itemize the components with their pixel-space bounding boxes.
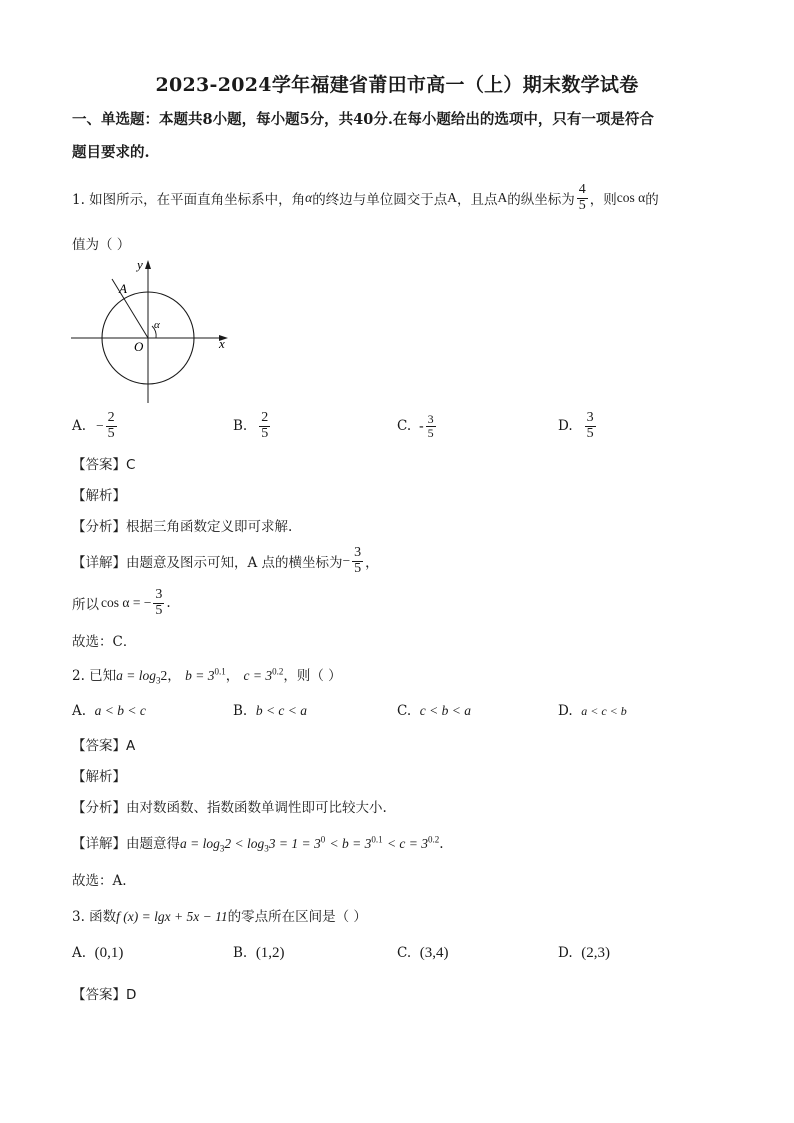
section-heading-line1: 一、单选题：本题共8小题，每小题5分，共40分.在每小题给出的选项中，只有一项是符合 — [72, 111, 654, 128]
q2-option-c: C. c < b < a — [397, 703, 471, 719]
q1-stem-text-5: ，则 — [589, 192, 617, 208]
q1-fraction-4-5: $\frac{4}{5}$ — [578, 181, 586, 213]
q3-answer: 【答案】D — [72, 987, 137, 1003]
section-heading-line2: 题目要求的. — [72, 144, 150, 161]
q1-stem-text-3: ，且点 — [457, 192, 498, 208]
q3-stem: 3. 函数f (x) = lgx + 5x − 11的零点所在区间是（ ） — [72, 909, 367, 925]
q1-option-a: A. − $\frac{2}{5}$ — [72, 409, 115, 441]
q2-analysis: 【分析】由对数函数、指数函数单调性即可比较大小. — [72, 800, 387, 816]
q1-stem-text-2: 的终边与单位圆交于点 — [312, 192, 448, 208]
point-a-label: A — [119, 281, 127, 296]
origin-label: O — [134, 339, 144, 354]
q1-detail: 【详解】由题意及图示可知，A 点的横坐标为 − $\frac{3}{5}$ ， — [72, 544, 379, 576]
q2-answer: 【答案】A — [72, 738, 136, 754]
q1-point-a: A — [447, 190, 458, 205]
q1-option-b: B. $\frac{2}{5}$ — [233, 409, 269, 441]
q2-detail: 【详解】由题意得$a = \log_32 < \log_33 = 1 = 3^0 < b = 3^{0.1} < c = 3^{0.2}$. — [72, 834, 444, 854]
q1-stem-text-6: 的 — [645, 192, 659, 208]
q1-answer: 【答案】C — [72, 457, 136, 473]
q1-conclusion: 所以 cos α = − $\frac{3}{5}$ . — [72, 586, 171, 618]
q1-option-c: C. - $\frac{3}{5}$ — [397, 411, 434, 440]
terminal-side — [112, 279, 148, 338]
q1-stem-line1 — [72, 175, 659, 221]
q2-stem: 2. 已知$a = \log_32$， $b = 3^{0.1}$， $c = 3^{0.2}$，则（ ） — [72, 666, 342, 686]
y-axis-arrow — [145, 260, 151, 269]
q1-choose: 故选：C． — [72, 634, 137, 650]
y-axis-label: y — [137, 257, 143, 272]
page-title: 2023-2024学年福建省莆田市高一（上）期末数学试卷 — [155, 74, 639, 96]
q2-choose: 故选：A. — [72, 873, 127, 889]
q2-jiexi: 【解析】 — [72, 769, 126, 785]
q1-jiexi: 【解析】 — [72, 488, 126, 504]
q1-stem-line2: 值为（ ） — [72, 237, 131, 253]
angle-alpha-label: α — [154, 319, 160, 331]
q2-option-b: B. b < c < a — [233, 703, 308, 719]
q1-option-d: D. $\frac{3}{5}$ — [558, 409, 594, 441]
q1-point-a-2: A — [497, 190, 508, 205]
q1-analysis: 【分析】根据三角函数定义即可求解. — [72, 519, 293, 535]
q1-cos-alpha: cos α — [616, 190, 646, 205]
q3-option-b: B. (1,2) — [233, 945, 285, 961]
q1-stem-text-4: 的纵坐标为 — [507, 192, 575, 208]
q2-option-a: A. a < b < c — [72, 703, 146, 719]
q3-option-d: D. (2,3) — [558, 945, 610, 961]
q3-option-a: A. (0,1) — [72, 945, 124, 961]
unit-circle-figure — [68, 255, 238, 407]
q2-option-d: D. a < c < b — [558, 703, 627, 719]
q1-stem-text-1: 1. 如图所示，在平面直角坐标系中，角 — [72, 192, 306, 208]
q3-option-c: C. (3,4) — [397, 945, 449, 961]
x-axis-label: x — [219, 336, 225, 351]
q1-alpha: α — [305, 190, 313, 205]
